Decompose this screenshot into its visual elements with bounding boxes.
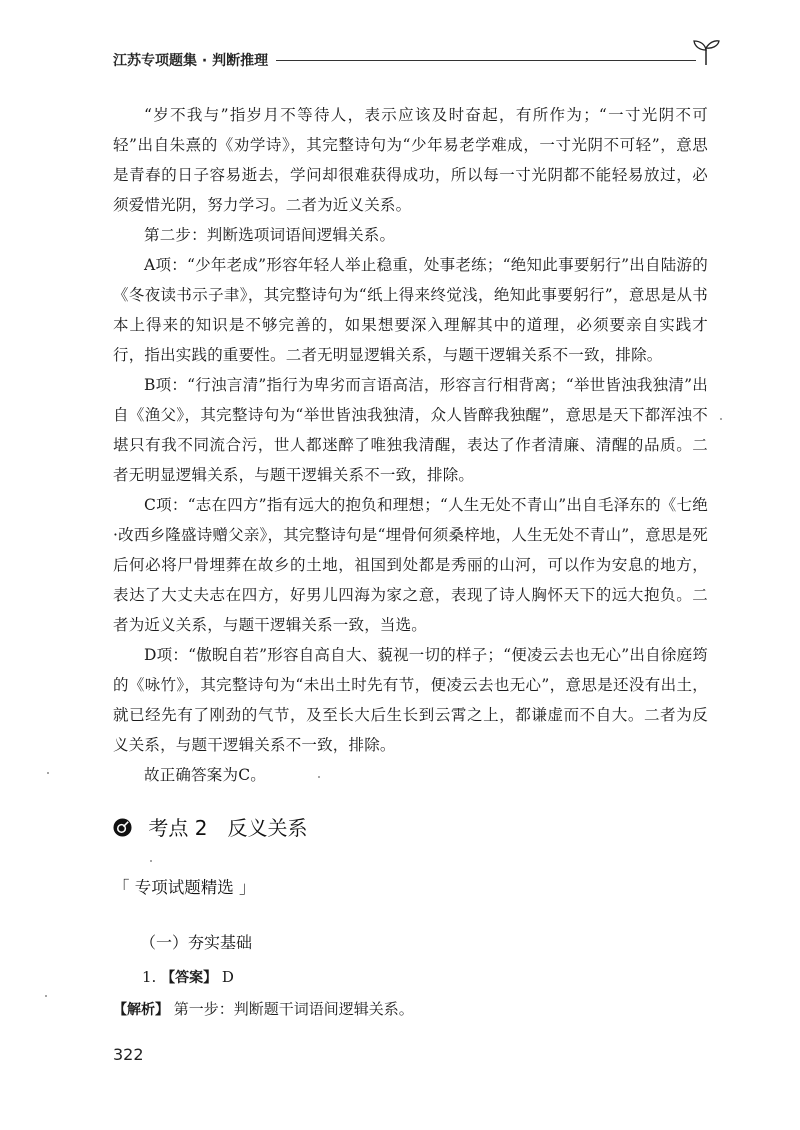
- paragraph: “岁不我与”指岁月不等待人，表示应该及时奋起，有所作为；“一寸光阴不可轻”出自朱熹的《劝学诗》，其完整诗句为“少年易老学难成，一寸光阴不可轻”，意思是青春的日子容易逝去，学问却很难获得成功，所以每一寸光阴都不能轻易放过，必须爱惜光阴，努力学习。二者为近义关系。: [113, 106, 708, 214]
- scan-speck: [150, 860, 152, 862]
- paragraph: 第二步：判断选项词语间逻辑关系。: [144, 226, 396, 244]
- header-title: 江苏专项题集 · 判断推理: [113, 53, 269, 69]
- page-header: [113, 48, 723, 72]
- paragraph: A项：“少年老成”形容年轻人举止稳重，处事老练；“绝知此事要躬行”出自陆游的《冬夜读书示子聿》，其完整诗句为“纸上得来终觉浅，绝知此事要躬行”，意思是从书本上得来的知识是不够完善的，如果想要深入理解其中的道理，必须要亲自实践才行，指出实践的重要性。二者无明显逻辑关系，与题干逻辑关系不一致，排除。: [113, 256, 708, 364]
- body-text: [113, 100, 708, 790]
- paragraph: C项：“志在四方”指有远大的抱负和理想；“人生无处不青山”出自毛泽东的《七绝·改西乡隆盛诗赠父亲》，其完整诗句是“埋骨何须桑梓地，人生无处不青山”，意思是死后何必将尸骨埋葬在故乡的土地，祖国到处都是秀丽的山河，可以作为安息的地方，表达了大丈夫志在四方，好男儿四海为家之意，表现了诗人胸怀天下的远大抱负。二者为近义关系，与题干逻辑关系一致，当选。: [113, 496, 708, 634]
- open-bracket: 「: [113, 878, 130, 897]
- sub-heading-label: 专项试题精选: [134, 878, 234, 897]
- sub-heading: [113, 874, 256, 898]
- close-bracket: 」: [239, 878, 256, 897]
- page-number: 322: [113, 1045, 144, 1064]
- scan-speck: [318, 776, 320, 778]
- sprout-icon: [691, 38, 721, 66]
- answer-label: 【答案】: [161, 970, 218, 986]
- analysis-label: 【解析】: [113, 1002, 169, 1018]
- scan-speck: [47, 772, 49, 774]
- subsection-title: （一）夯实基础: [140, 933, 253, 952]
- paragraph: D项：“傲睨自若”形容自高自大、藐视一切的样子；“便凌云去也无心”出自徐庭筠的《咏竹》，其完整诗句为“未出土时先有节，便凌云去也无心”，意思是还没有出土，就已经先有了刚劲的气节，及至长大后生长到云霄之上，都谦虚而不自大。二者为反义关系，与题干逻辑关系不一致，排除。: [113, 646, 708, 754]
- answer-line: [142, 965, 234, 990]
- section-heading: [113, 812, 307, 842]
- question-number: 1.: [142, 968, 157, 986]
- section-title: 考点 2 反义关系: [148, 816, 308, 840]
- paragraph: 故正确答案为C。: [144, 766, 266, 784]
- analysis-line: [113, 997, 414, 1022]
- target-icon: [113, 818, 132, 837]
- answer-value: D: [221, 968, 234, 986]
- paragraph: B项：“行浊言清”指行为卑劣而言语高洁，形容言行相背离；“举世皆浊我独清”出自《渔父》，其完整诗句为“举世皆浊我独清，众人皆醉我独醒”，意思是天下都浑浊不堪只有我不同流合污，世人都迷醉了唯独我清醒，表达了作者清廉、清醒的品质。二者无明显逻辑关系，与题干逻辑关系不一致，排除。: [113, 376, 708, 484]
- scan-speck: [45, 995, 47, 997]
- scan-speck: [720, 418, 722, 420]
- header-rule: [276, 60, 696, 61]
- analysis-text: 第一步：判断题干词语间逻辑关系。: [173, 1000, 414, 1018]
